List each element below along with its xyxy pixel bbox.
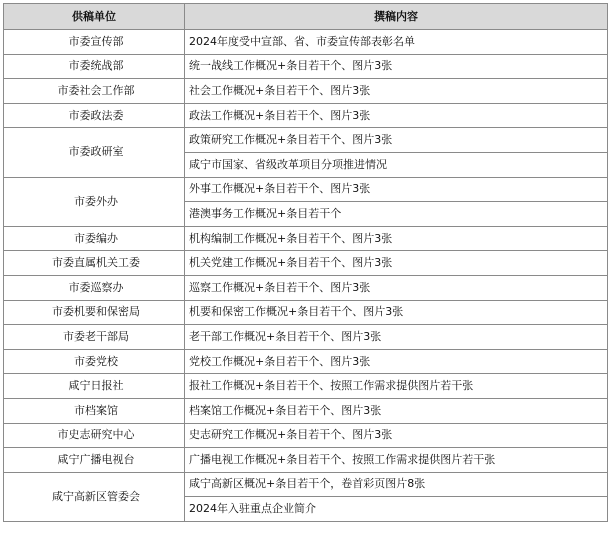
content-cell: 港澳事务工作概况+条目若干个 [185, 202, 608, 227]
content-cell: 2024年度受中宣部、省、市委宣传部表彰名单 [185, 30, 608, 55]
content-cell: 咸宁市国家、省级改革项目分项推进情况 [185, 152, 608, 177]
content-cell: 机构编制工作概况+条目若干个、图片3张 [185, 226, 608, 251]
unit-cell: 市委老干部局 [4, 325, 185, 350]
table-row [4, 251, 608, 276]
content-cell: 统一战线工作概况+条目若干个、图片3张 [185, 54, 608, 79]
content-cell: 老干部工作概况+条目若干个、图片3张 [185, 325, 608, 350]
unit-cell: 咸宁日报社 [4, 374, 185, 399]
content-cell: 党校工作概况+条目若干个、图片3张 [185, 349, 608, 374]
table-row [4, 423, 608, 448]
table-row [4, 79, 608, 104]
content-cell: 外事工作概况+条目若干个、图片3张 [185, 177, 608, 202]
table-row [4, 300, 608, 325]
content-cell: 史志研究工作概况+条目若干个、图片3张 [185, 423, 608, 448]
unit-cell: 市委政研室 [4, 128, 185, 177]
unit-cell: 市委编办 [4, 226, 185, 251]
unit-cell: 市委政法委 [4, 103, 185, 128]
header-unit: 供稿单位 [4, 4, 185, 30]
content-cell: 2024年入驻重点企业简介 [185, 497, 608, 522]
table-row [4, 103, 608, 128]
unit-cell: 市档案馆 [4, 398, 185, 423]
table-row [4, 30, 608, 55]
table-body [4, 30, 608, 522]
table-row [4, 398, 608, 423]
content-cell: 机要和保密工作概况+条目若干个、图片3张 [185, 300, 608, 325]
content-cell: 社会工作概况+条目若干个、图片3张 [185, 79, 608, 104]
header-row [4, 4, 608, 30]
content-cell: 报社工作概况+条目若干个、按照工作需求提供图片若干张 [185, 374, 608, 399]
table-row [4, 325, 608, 350]
content-cell: 机关党建工作概况+条目若干个、图片3张 [185, 251, 608, 276]
unit-cell: 市委统战部 [4, 54, 185, 79]
unit-cell: 市委巡察办 [4, 275, 185, 300]
content-cell: 广播电视工作概况+条目若干个、按照工作需求提供图片若干张 [185, 448, 608, 473]
header-content: 撰稿内容 [185, 4, 608, 30]
table-row [4, 177, 608, 202]
content-cell: 政法工作概况+条目若干个、图片3张 [185, 103, 608, 128]
table-row [4, 226, 608, 251]
unit-cell: 市委社会工作部 [4, 79, 185, 104]
content-cell: 巡察工作概况+条目若干个、图片3张 [185, 275, 608, 300]
content-cell: 政策研究工作概况+条目若干个、图片3张 [185, 128, 608, 153]
unit-cell: 咸宁高新区管委会 [4, 472, 185, 521]
unit-cell: 市委机要和保密局 [4, 300, 185, 325]
table-row [4, 54, 608, 79]
content-cell: 档案馆工作概况+条目若干个、图片3张 [185, 398, 608, 423]
table-row [4, 349, 608, 374]
table-row [4, 472, 608, 497]
table-row [4, 448, 608, 473]
content-cell: 咸宁高新区概况+条目若干个，卷首彩页图片8张 [185, 472, 608, 497]
unit-cell: 市史志研究中心 [4, 423, 185, 448]
unit-cell: 市委外办 [4, 177, 185, 226]
table-row [4, 374, 608, 399]
unit-cell: 咸宁广播电视台 [4, 448, 185, 473]
unit-cell: 市委宣传部 [4, 30, 185, 55]
unit-cell: 市委党校 [4, 349, 185, 374]
table-row [4, 275, 608, 300]
unit-cell: 市委直属机关工委 [4, 251, 185, 276]
contribution-table [3, 3, 608, 522]
table-row [4, 128, 608, 153]
